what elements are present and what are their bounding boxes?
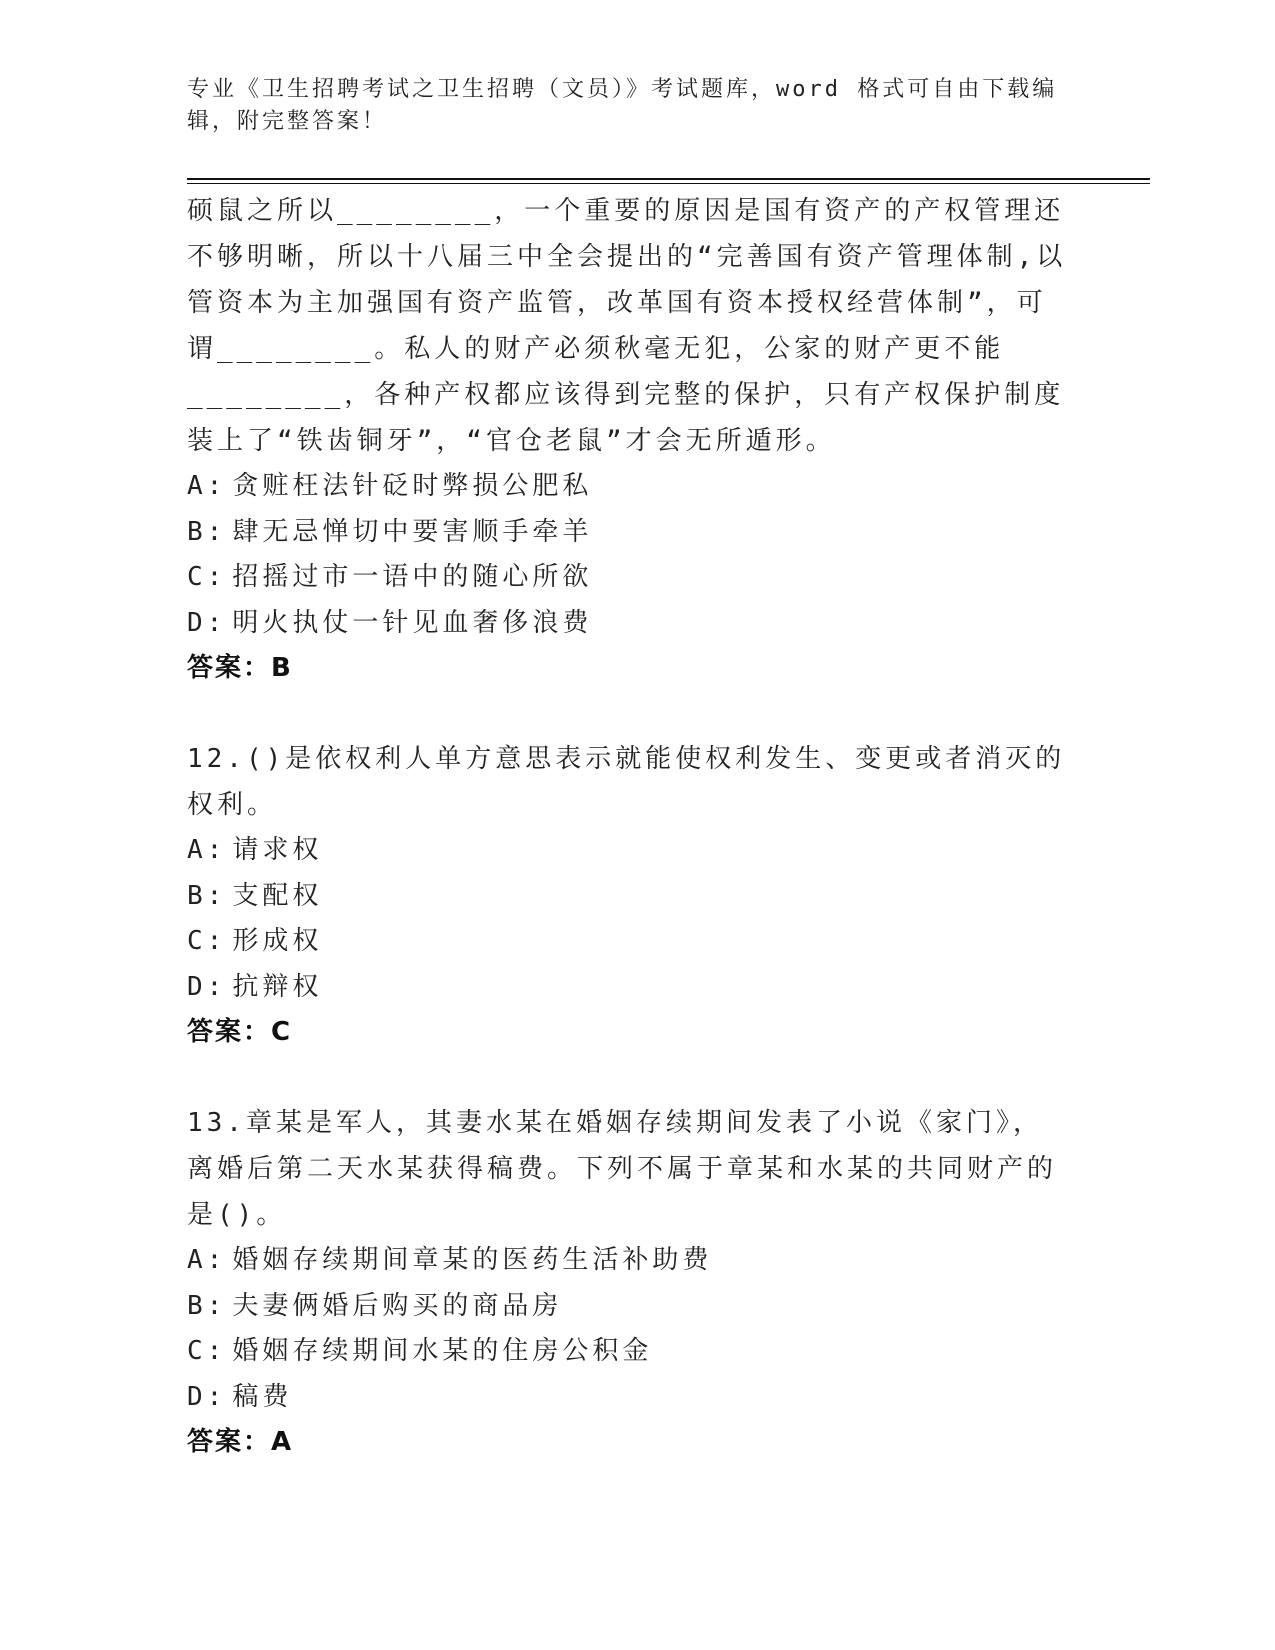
option-key: A:	[187, 1245, 227, 1275]
option-text: 婚姻存续期间章某的医药生活补助费	[232, 1245, 713, 1275]
option-c	[187, 1329, 1067, 1375]
option-b	[187, 874, 1067, 920]
option-b	[187, 1284, 1067, 1330]
question-spacer	[187, 691, 1067, 736]
option-key: C:	[187, 926, 227, 956]
question-list	[187, 188, 1067, 1465]
option-key: C:	[187, 562, 227, 592]
header-divider	[187, 178, 1150, 180]
option-text: 贪赃枉法针砭时弊损公肥私	[232, 471, 593, 501]
header-divider-thin	[187, 183, 1150, 184]
question-12	[187, 736, 1067, 1055]
option-c	[187, 919, 1067, 965]
option-key: B:	[187, 1290, 227, 1321]
option-key: A:	[187, 835, 227, 865]
option-a	[187, 828, 1067, 874]
option-key: D:	[187, 1381, 227, 1412]
option-c	[187, 555, 1067, 601]
option-d	[187, 965, 1067, 1011]
document-header: 专业《卫生招聘考试之卫生招聘（文员）》考试题库，word 格式可自由下载编辑，附完整答案！	[187, 77, 1058, 134]
question-text: 13.章某是军人，其妻水某在婚姻存续期间发表了小说《家门》，离婚后第二天水某获得稿费。下列不属于章某和水某的共同财产的是()。	[187, 1108, 1058, 1230]
option-b	[187, 510, 1067, 556]
option-text: 请求权	[232, 835, 323, 865]
option-d	[187, 601, 1067, 647]
option-text: 夫妻俩婚后购买的商品房	[232, 1290, 563, 1321]
option-key: B:	[187, 516, 227, 547]
question-text: 硕鼠之所以________，一个重要的原因是国有资产的产权管理还不够明晰，所以十八届三中全会提出的“完善国有资产管理体制,以管资本为主加强国有资产监管，改革国有资本授权经营体制”，可谓________。私人的财产必须秋毫无犯，公家的财产更不能________，各种产权都应该得到完整的保护，只有产权保护制度装上了“铁齿铜牙”，“官仓老鼠”才会无所遁形。	[187, 196, 1067, 456]
option-a	[187, 464, 1067, 510]
option-key: C:	[187, 1336, 227, 1366]
answer-line: 答案：C	[187, 1017, 293, 1047]
option-text: 支配权	[232, 880, 323, 911]
option-text: 稿费	[232, 1381, 293, 1412]
option-key: A:	[187, 471, 227, 501]
option-text: 抗辩权	[232, 971, 323, 1002]
option-text: 明火执仗一针见血奢侈浪费	[232, 607, 593, 638]
answer-line: 答案：A	[187, 1427, 294, 1457]
question-13	[187, 1100, 1067, 1465]
option-key: D:	[187, 607, 227, 638]
option-text: 肆无忌惮切中要害顺手牵羊	[232, 516, 593, 547]
option-d	[187, 1375, 1067, 1421]
question-text: 12.()是依权利人单方意思表示就能使权利发生、变更或者消灭的权利。	[187, 744, 1066, 820]
question-11	[187, 188, 1067, 691]
option-key: B:	[187, 880, 227, 911]
answer-line: 答案：B	[187, 653, 293, 683]
option-text: 形成权	[232, 926, 323, 956]
option-key: D:	[187, 971, 227, 1002]
option-a	[187, 1238, 1067, 1284]
question-spacer	[187, 1055, 1067, 1100]
option-text: 招摇过市一语中的随心所欲	[232, 562, 593, 592]
option-text: 婚姻存续期间水某的住房公积金	[232, 1336, 653, 1366]
